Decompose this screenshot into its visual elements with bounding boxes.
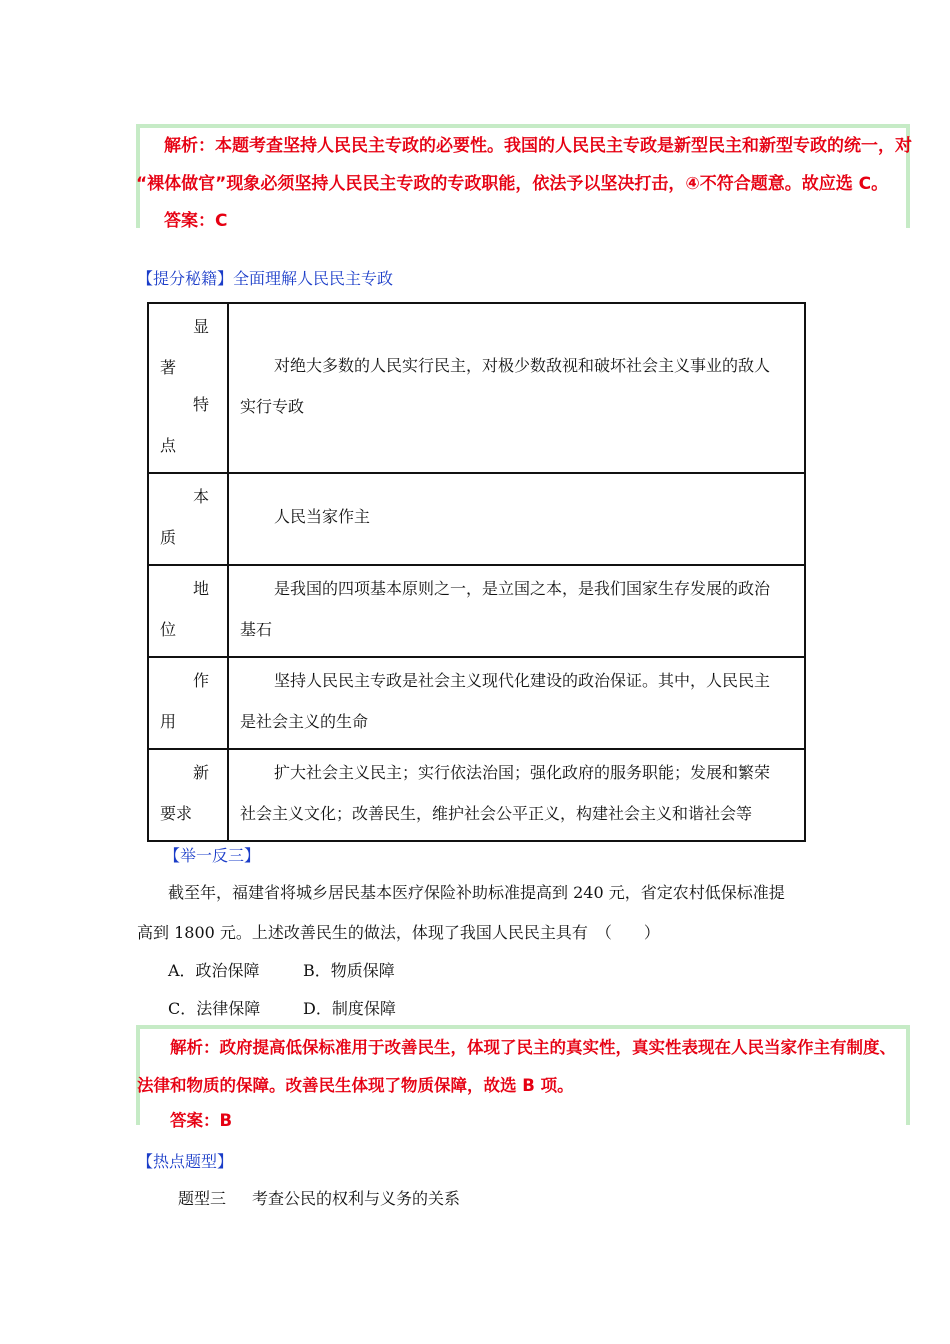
table-row [148, 473, 805, 565]
content-line: 对绝大多数的人民实行民主，对极少数敌视和破坏社会主义事业的敌人 [274, 356, 771, 375]
label-char: 本 [193, 487, 210, 506]
table-label-cell [148, 565, 228, 657]
option-a: A．政治保障 [168, 961, 260, 980]
summary-table [147, 302, 806, 842]
tips-tag: 【提分秘籍】 [137, 269, 234, 288]
content-line: 社会主义文化；改善民生，维护社会公平正义，构建社会主义和谐社会等 [240, 804, 753, 823]
content-line: 基石 [240, 620, 273, 639]
table-label-cell [148, 657, 228, 749]
option-d: D．制度保障 [303, 999, 396, 1018]
label-char: 新 [193, 763, 210, 782]
example-tag: 【举一反三】 [164, 846, 261, 865]
label-char: 用 [160, 712, 177, 731]
analysis-1-line-1: 解析：本题考查坚持人民民主专政的必要性。我国的人民民主专政是新型民主和新型专政的统一，对 [164, 136, 912, 156]
table-label-cell [148, 473, 228, 565]
option-c: C．法律保障 [168, 999, 261, 1018]
content-line: 扩大社会主义民主；实行依法治国；强化政府的服务职能；发展和繁荣 [274, 763, 771, 782]
content-line: 是社会主义的生命 [240, 712, 369, 731]
tips-title: 全面理解人民民主专政 [233, 269, 394, 288]
table-content-cell [228, 749, 805, 841]
table-row [148, 565, 805, 657]
table-content-cell [228, 303, 805, 473]
table-row [148, 749, 805, 841]
content-line: 是我国的四项基本原则之一，是立国之本，是我们国家生存发展的政治 [274, 579, 771, 598]
question-type-label: 题型三 [178, 1189, 227, 1208]
analysis-box-1-top-border [140, 124, 906, 128]
question-line-1: 截至年，福建省将城乡居民基本医疗保险补助标准提高到 240 元，省定农村低保标准提 [168, 883, 785, 902]
hot-tag: 【热点题型】 [137, 1152, 234, 1171]
analysis-2-line-2: 法律和物质的保障。改善民生体现了物质保障，故选 B 项。 [137, 1076, 574, 1095]
question-line-2: 高到 1800 元。上述改善民生的做法，体现了我国人民民主具有 （ ） [137, 923, 660, 942]
analysis-2-answer: 答案：B [170, 1111, 233, 1130]
content-line: 人民当家作主 [274, 507, 371, 526]
label-char: 地 [193, 579, 210, 598]
table-label-cell [148, 749, 228, 841]
table-label-cell [148, 303, 228, 473]
label-char: 作 [193, 671, 210, 690]
analysis-2-line-1: 解析：政府提高低保标准用于改善民生，体现了民主的真实性，真实性表现在人民当家作主有制度、 [170, 1038, 896, 1057]
content-line: 坚持人民民主专政是社会主义现代化建设的政治保证。其中，人民民主 [274, 671, 771, 690]
label-char: 位 [160, 620, 177, 639]
label-char: 质 [160, 528, 177, 547]
question-type-title: 考查公民的权利与义务的关系 [252, 1189, 461, 1208]
label-char: 显 [193, 317, 210, 336]
label-char: 点 [160, 436, 177, 455]
analysis-1-answer: 答案：C [164, 211, 228, 231]
table-row [148, 657, 805, 749]
tips-heading [137, 266, 393, 289]
content-line: 实行专政 [240, 397, 305, 416]
table-content-cell [228, 565, 805, 657]
table-content-cell [228, 657, 805, 749]
option-b: B．物质保障 [303, 961, 395, 980]
analysis-1-line-2: “裸体做官”现象必须坚持人民民主专政的专政职能，依法予以坚决打击，④不符合题意。故应选 C。 [136, 174, 889, 194]
table-content-cell [228, 473, 805, 565]
label-char: 特 [193, 395, 210, 414]
analysis-box-2-top-border [140, 1025, 906, 1029]
table-row [148, 303, 805, 473]
label-char: 著 [160, 358, 177, 377]
label-char: 要求 [160, 804, 193, 823]
